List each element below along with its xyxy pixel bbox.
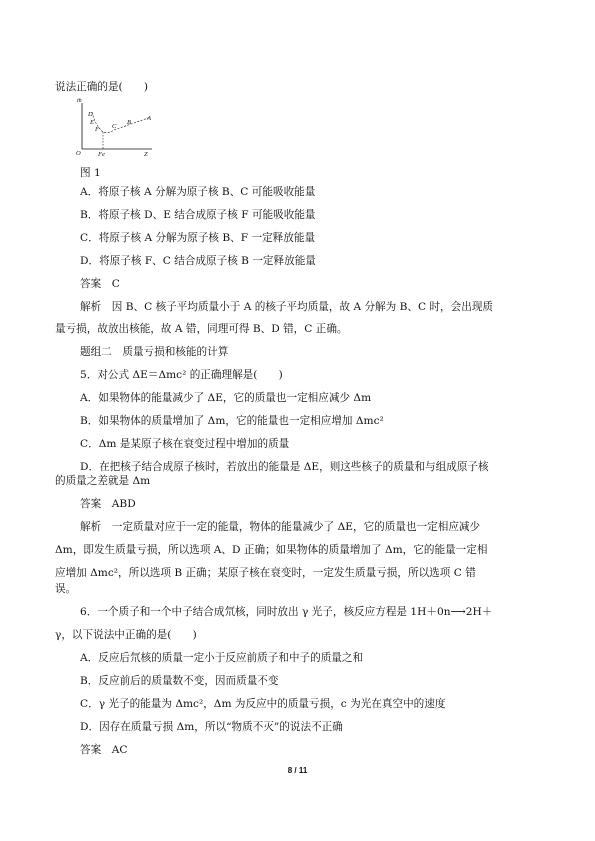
q4-option-b: B．将原子核 D、E 结合成原子核 F 可能吸收能量 — [80, 209, 316, 221]
point-d: D — [88, 111, 93, 118]
q5-explanation-4: 误。 — [55, 583, 77, 595]
q5-option-b: B．如果物体的质量增加了 Δm，它的能量也一定相应增加 Δmc² — [80, 415, 384, 427]
q5-explanation-1: 解析 一定质量对应于一定的能量，物体的能量减少了 ΔE，它的质量也一定相应减少 — [80, 521, 481, 533]
y-axis-label: m̄ — [77, 97, 82, 104]
q6-option-d: D．因存在质量亏损 Δm，所以“物质不灭”的说法不正确 — [80, 721, 343, 733]
q6-option-a: A．反应后氘核的质量一定小于反应前质子和中子的质量之和 — [80, 652, 364, 664]
group-title: 题组二 质量亏损和核能的计算 — [80, 346, 229, 358]
q5-option-c: C．Δm 是某原子核在衰变过程中增加的质量 — [80, 438, 290, 450]
point-a: A — [147, 115, 151, 122]
figure-caption: 图 1 — [80, 167, 101, 179]
q5-explanation-2: Δm，即发生质量亏损，所以选项 A、D 正确；如果物体的质量增加了 Δm，它的能量一定相 — [55, 544, 488, 556]
average-mass-curve — [92, 112, 151, 133]
q4-explanation-1: 解析 因 B、C 核子平均质量小于 A 的核子平均质量，故 A 分解为 B、C 时，会出现质 — [80, 301, 494, 313]
q4-answer: 答案 C — [80, 278, 120, 290]
q6-option-b: B．反应前后的质量数不变，因而质量不变 — [80, 675, 279, 687]
point-c: C — [112, 123, 117, 130]
q5-explanation-3: 应增加 Δmc²，所以选项 B 正确；某原子核在衰变时，一定发生质量亏损，所以选项 C 错 — [55, 567, 476, 579]
x-axis-label: Z — [144, 151, 148, 158]
question-tail: 说法正确的是( ) — [55, 81, 149, 93]
q4-option-d: D．将原子核 F、C 结合成原子核 B 一定释放能量 — [80, 255, 316, 267]
q5-option-d-1: D．在把核子结合成原子核时，若放出的能量是 ΔE，则这些核子的质量和与组成原子核 — [80, 461, 489, 473]
point-f: F — [95, 126, 99, 133]
point-e: E — [90, 119, 94, 126]
q6-stem-2: γ，以下说法中正确的是( ) — [55, 629, 197, 641]
fe-label: Fe — [98, 151, 105, 158]
q5-stem: 5．对公式 ΔE＝Δmc² 的正确理解是( ) — [80, 369, 283, 381]
q6-stem-1: 6．一个质子和一个中子结合成氘核，同时放出 γ 光子，核反应方程是 1H＋0n⟶2H＋ — [80, 606, 493, 618]
q4-option-c: C．将原子核 A 分解为原子核 B、F 一定释放能量 — [80, 232, 316, 244]
q5-option-a: A．如果物体的能量减少了 ΔE，它的质量也一定相应减少 Δm — [80, 392, 372, 404]
q6-option-c: C．γ 光子的能量为 Δmc²，Δm 为反应中的质量亏损，c 为光在真空中的速度 — [80, 698, 446, 710]
point-b: B — [127, 119, 131, 126]
origin-label: O — [76, 150, 81, 157]
q6-answer: 答案 AC — [80, 744, 128, 756]
q5-answer: 答案 ABD — [80, 498, 136, 510]
q5-option-d-2: 的质量之差就是 Δm — [55, 475, 151, 487]
binding-energy-figure — [76, 97, 162, 159]
q4-explanation-2: 量亏损，故放出核能，故 A 错，同理可得 B、D 错，C 正确。 — [55, 323, 348, 335]
page-number: 8 / 11 — [287, 766, 308, 775]
q4-option-a: A．将原子核 A 分解为原子核 B、C 可能吸收能量 — [80, 186, 316, 198]
